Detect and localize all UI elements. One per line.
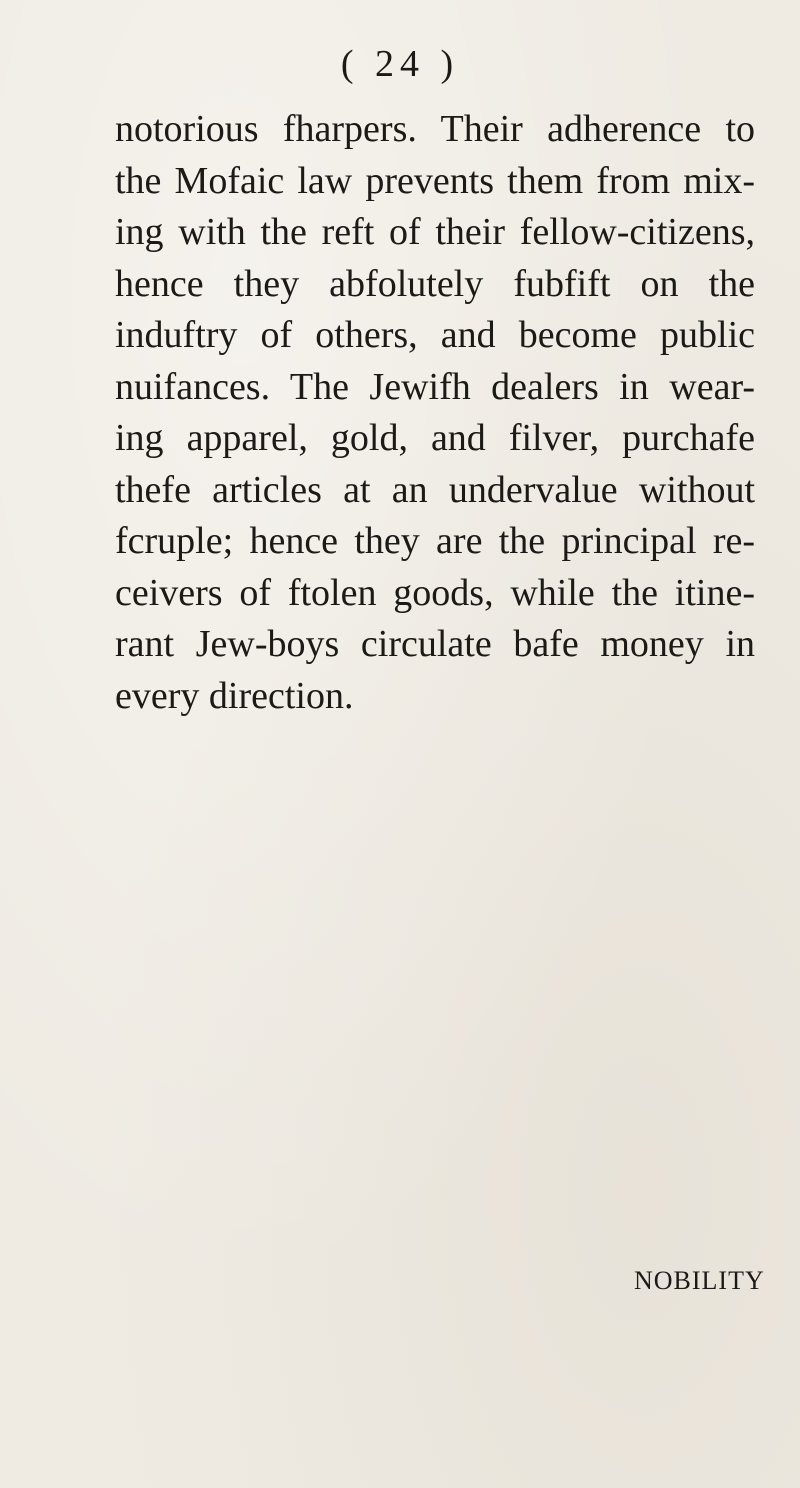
text-line: notorious fharpers. Their adherence to (115, 108, 755, 150)
text-line: induftry of others, and become public (115, 314, 755, 356)
text-line: ing apparel, gold, and filver, purchafe (115, 417, 755, 459)
text-line: nuifances. The Jewifh dealers in wear- (115, 365, 755, 408)
body-paragraph (115, 104, 755, 722)
page-number: ( 24 ) (340, 43, 460, 85)
text-line: ceivers of ftolen goods, while the itine- (115, 571, 755, 614)
text-line: thefe articles at an undervalue without (115, 468, 755, 511)
text-line: hence they abfolutely fubfift on the (115, 262, 755, 305)
text-line: the Mofaic law prevents them from mix- (115, 159, 755, 202)
text-line: ing with the reft of their fellow-citizens, (115, 211, 755, 253)
text-line: fcruple; hence they are the principal re- (115, 520, 755, 562)
catchword: NOBILITY (634, 1266, 765, 1295)
text-line-last: every direction. (115, 674, 354, 717)
text-line: rant Jew-boys circulate bafe money in (115, 623, 755, 665)
